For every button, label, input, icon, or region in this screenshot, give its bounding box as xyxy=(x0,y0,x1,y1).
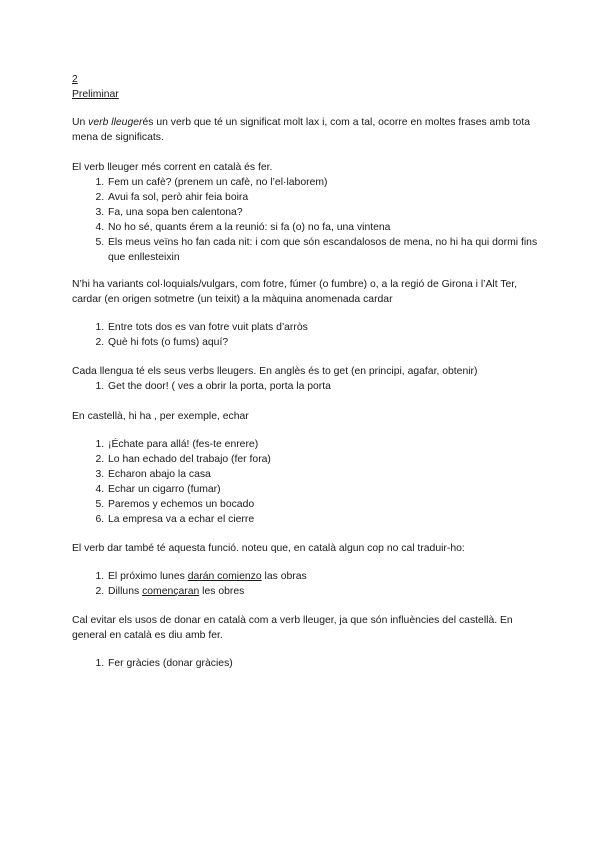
section-number: 2 xyxy=(72,74,78,85)
section-english xyxy=(72,364,542,394)
section-header xyxy=(72,72,119,102)
donar-paragraph: Cal evitar els usos de donar en català com a verb lleuger, ja que són influències del castellà. En general en català es diu amb fer. xyxy=(72,615,513,641)
list-item: 6. La empresa va a echar el cierre xyxy=(107,512,542,527)
list-item: 4. No ho sé, quants érem a la reunió: si fa (o) no fa, una vintena xyxy=(107,220,542,235)
list-item: 4. Echar un cigarro (fumar) xyxy=(107,482,542,497)
spanish-list-wrap xyxy=(72,437,542,527)
donar-list-wrap xyxy=(72,656,542,671)
intro-term: verb lleuger xyxy=(88,117,143,128)
section-fer xyxy=(72,160,542,265)
list-item xyxy=(107,569,542,584)
dar-list-wrap xyxy=(72,569,542,599)
list-item: 5. Paremos y echemos un bocado xyxy=(107,497,542,512)
item-text: El próximo lunes xyxy=(108,571,188,582)
spanish-list xyxy=(72,437,542,527)
variants-list xyxy=(72,320,542,350)
list-item xyxy=(107,584,542,599)
variants-list-wrap xyxy=(72,320,542,350)
spanish-paragraph: En castellà, hi ha , per exemple, echar xyxy=(72,411,249,422)
item-text: Dilluns xyxy=(108,586,143,597)
list-item: 2. Què hi fots (o fums) aquí? xyxy=(107,335,542,350)
item-text: les obres xyxy=(199,586,245,597)
intro-rest: és un verb que té un significat molt lax i, com a tal, ocorre en moltes frases amb tota mena de significats. xyxy=(72,117,530,143)
list-item: 2. Lo han echado del trabajo (fer fora) xyxy=(107,452,542,467)
section-title: Preliminar xyxy=(72,89,119,100)
list-item: 1. Fem un cafè? (prenem un cafè, no l’el·laborem) xyxy=(107,175,542,190)
donar-list xyxy=(72,656,542,671)
english-paragraph: Cada llengua té els seus verbs lleugers. En anglès és to get (en principi, agafar, obtenir) xyxy=(72,366,478,377)
intro-prefix: Un xyxy=(72,117,89,128)
list-item: 1. Fer gràcies (donar gràcies) xyxy=(107,656,542,671)
section-variants xyxy=(72,277,542,307)
section-dar xyxy=(72,541,542,556)
section-spanish xyxy=(72,409,542,424)
list-item: 5. Els meus veïns ho fan cada nit: i com que són escandalosos de mena, no hi ha qui dormi fins que enllesteixin xyxy=(107,235,542,265)
dar-paragraph: El verb dar també té aquesta funció. noteu que, en català algun cop no cal traduir-ho: xyxy=(72,543,465,554)
english-list xyxy=(72,379,542,394)
list-item: 3. Echaron abajo la casa xyxy=(107,467,542,482)
underlined-phrase: començaran xyxy=(142,586,200,597)
list-item: 1. Entre tots dos es van fotre vuit plats d’arròs xyxy=(107,320,542,335)
dar-list xyxy=(72,569,542,599)
list-item: 1. Get the door! ( ves a obrir la porta, porta la porta xyxy=(107,379,542,394)
list-item: 1. ¡Échate para allá! (fes-te enrere) xyxy=(107,437,542,452)
intro-paragraph xyxy=(72,115,542,145)
section-donar xyxy=(72,613,542,643)
fer-paragraph: El verb lleuger més corrent en català és fer. xyxy=(72,162,273,173)
underlined-phrase: darán comienzo xyxy=(187,571,262,582)
list-item: 2. Avui fa sol, però ahir feia boira xyxy=(107,190,542,205)
item-text: las obras xyxy=(261,571,307,582)
fer-list xyxy=(72,175,542,265)
variants-paragraph: N’hi ha variants col·loquials/vulgars, com fotre, fúmer (o fumbre) o, a la regió de Girona i l’Alt Ter, cardar (en origen sotmetre (un teixit) a la màquina anomenada cardar xyxy=(72,279,518,305)
list-item: 3. Fa, una sopa ben calentona? xyxy=(107,205,542,220)
